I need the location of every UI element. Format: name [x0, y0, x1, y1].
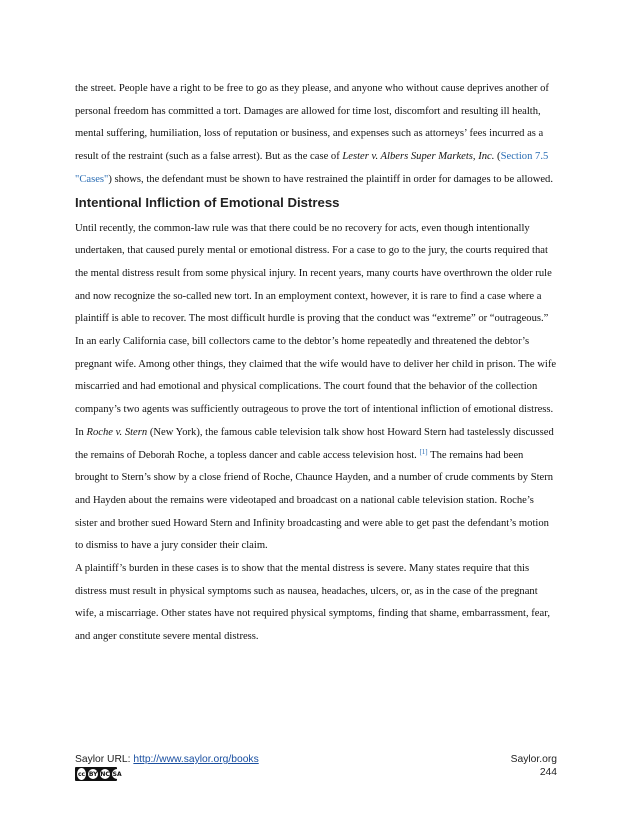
paragraph-false-imprisonment: [75, 78, 557, 192]
cc-icon: cc: [77, 768, 86, 780]
footer-site-info: [511, 753, 557, 779]
section-heading: Intentional Infliction of Emotional Distress: [75, 194, 340, 210]
case-name-roche: Roche v. Stern: [86, 426, 148, 438]
nc-icon: NC: [100, 770, 110, 778]
site-name: Saylor.org: [510, 754, 557, 765]
cc-by-nc-sa-icon: [75, 767, 122, 781]
paragraph-california-case: [75, 331, 557, 558]
paragraph-common-law-rule: Until recently, the common-law rule was that there could be no recovery for acts, even though intentionally undertaken, that caused purely mental or emotional distress. For a case to go to the jury, the courts required that the mental distress result from some physical injury. In recent years, many courts have overthrown the older rule and now recognize the so-called new tort. In an employment context, however, it is rare to find a case where a plaintiff is able to recover. The most difficult hurdle is proving that the conduct was “extreme” or “outrageous.”: [75, 222, 552, 325]
by-icon: BY: [88, 770, 98, 778]
footer-source: [75, 753, 259, 766]
text-run: the street. People have a right to be free to go as they please, and anyone who without cause deprives another of personal freedom has committed a tort. Damages are allowed for time lost, discomfort and resulting ill health, mental suffering, humiliation, loss of reputation or business, and expenses such as attorneys’ fees incurred as a result of the restraint (such as a false arrest). But as the case of: [75, 83, 549, 163]
page-number: 244: [539, 767, 557, 778]
footer-url-label: Saylor URL:: [75, 754, 134, 765]
text-run: The remains had been brought to Stern’s show by a close friend of Roche, Chaunce Hayden, and a number of crude comments by Stern and Hayden about the remains were videotaped and broadcast on a national cable television station. Roche’s sister and brother sued Howard Stern and Infinity broadcasting and were able to get past the defendant’s motion to dismiss to have a jury consider their claim.: [75, 449, 554, 552]
saylor-url-link[interactable]: http://www.saylor.org/books: [133, 754, 259, 765]
page-body: [75, 78, 557, 649]
case-name-lester: Lester v. Albers Super Markets, Inc.: [342, 151, 495, 163]
text-run: In an early California case, bill collectors came to the debtor’s home repeatedly and threatened the debtor’s pregnant wife. Among other things, they claimed that the wife would have to deliver her child in prison. The wife miscarried and had emotional and physical complications. The court found that the behavior of the collection company’s two agents was sufficiently outrageous to prove the tort of intentional infliction of emotional distress. In: [75, 336, 557, 438]
footnote-link[interactable]: [1]: [419, 447, 428, 456]
text-run: (New York), the famous cable television talk show host Howard Stern had tastelessly discussed the remains of Deborah Roche, a topless dancer and cable access television host.: [75, 426, 554, 461]
text-run: (: [494, 151, 501, 163]
text-run: ) shows, the defendant must be shown to have restrained the plaintiff in order for damages to be allowed.: [108, 173, 553, 185]
section-cases-link[interactable]: Section 7.5 "Cases": [75, 151, 549, 185]
sa-icon: SA: [112, 770, 122, 778]
paragraph-plaintiff-burden: A plaintiff’s burden in these cases is to show that the mental distress is severe. Many states require that this distress must result in physical symptoms such as nausea, headaches, ulcers, or, as in the case of the pregnant wife, a miscarriage. Other states have not required physical symptoms, finding that shame, embarrassment, fear, and anger constitute severe mental distress.: [75, 563, 550, 643]
